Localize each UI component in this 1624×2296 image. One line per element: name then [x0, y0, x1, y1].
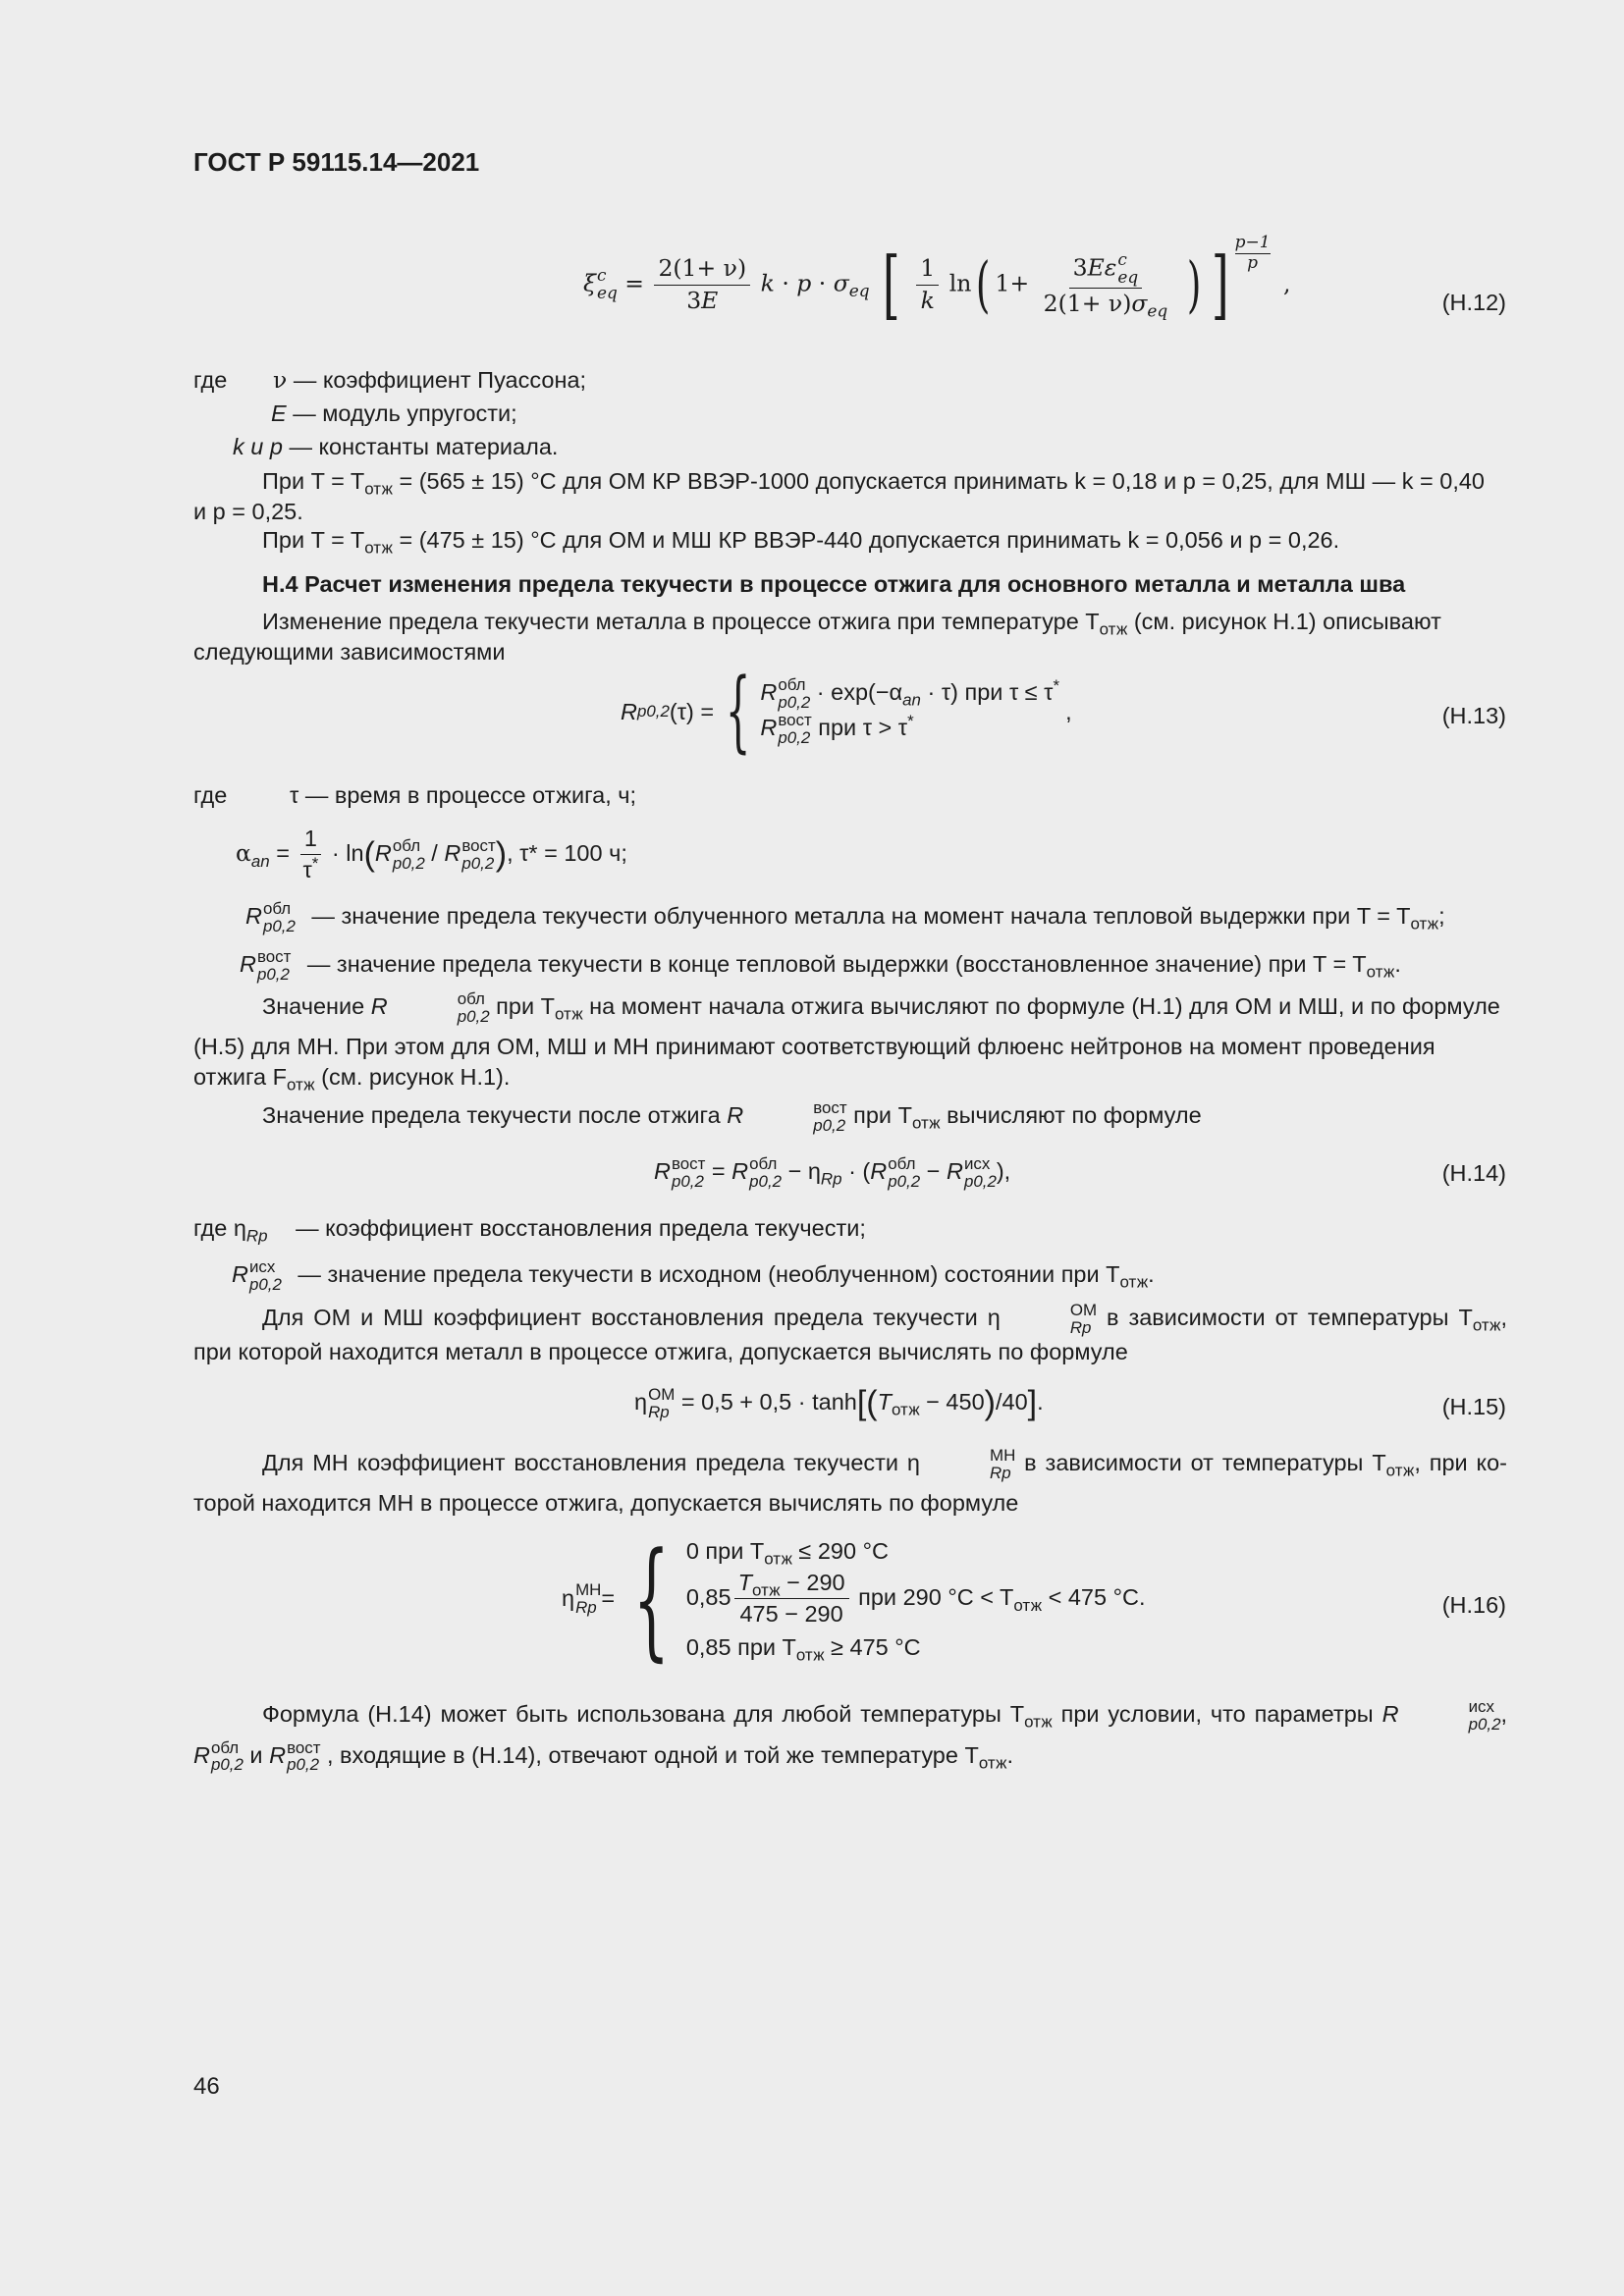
page-number: 46: [193, 2073, 220, 2100]
def-rvost: R вост p0,2 — значение предела текучести в конце тепловой выдержки (восстановленное значение) при $T = T_{отж}$.: [240, 947, 1401, 984]
para-om-msh: Для ОМ и МШ коэффициент восстановления предела текучести η ОМ Rp в зависимости от температуры $T_{отж}$, при которой находится металл в процессе отжига, допускается вычислять по формуле: [193, 1301, 1507, 1364]
formula-h12: ξ c eq = $\frac{2(1+ \nu)}{3E}$ $k \cdot p \cdot \sigma_{eq}$ [ $\frac{1}{k}$ ln( 1+ 3Eε c eq $2(1+ \nu)\sigma_{eq}$ ) ] $\frac{p-1}{p}$ ,: [583, 233, 1291, 328]
formula-h16-number: (Н.16): [1441, 1592, 1506, 1618]
para-vver1000: При $T = T_{отж} = (565 \pm 15)$ °C для ОМ КР ВВЭР-1000 допускается принимать k = 0,18 и p = 0,25, для МШ — k = 0,40 и p = 0,25.: [193, 468, 1485, 524]
formula-h15-number: (Н.15): [1441, 1394, 1506, 1419]
def-eta: где $\eta_{Rp}$ — коэффициент восстановления предела текучести;: [193, 1215, 866, 1246]
def-e: E — модуль упругости;: [271, 400, 517, 426]
formula-h13: R p0,2 (τ) = { R обл p0,2 · $\exp(-\alpha_{an} \cdot \tau)$ при τ ≤ τ* R вост p0,2 при τ > τ* ,: [621, 660, 1072, 763]
para-final: Формула (Н.14) может быть использована для любой температуры $T_{отж}$ при условии, что параметры R исх p0,2 , R обл p0,2 и R вост p0,2 , входящие в (Н.14), отвечают одной и той же температуре $T_{отж}$.: [193, 1697, 1507, 1775]
formula-h12-number: (Н.12): [1441, 290, 1506, 315]
section-heading-h4: Н.4 Расчет изменения предела текучести в процессе отжига для основного металла и металла шва: [262, 571, 1406, 597]
def-alpha: $\alpha_{an}$ = $\frac{1}{\tau^*}$ · ln(R обл p0,2 / R вост p0,2 ), τ* = 100 ч;: [236, 826, 627, 883]
def-kp: k и p — константы материала.: [233, 434, 559, 459]
para-vver440: При $T = T_{отж} = (475 \pm 15)$ °C для ОМ и МШ КР ВВЭР-440 допускается принимать k = 0,056 и p = 0,26.: [262, 527, 1340, 558]
para-after-annealing: Значение предела текучести после отжига R вост p0,2 при $T_{отж}$ вычисляют по формуле: [262, 1098, 1202, 1135]
def-risx: R исх p0,2 — значение предела текучести в исходном (необлученном) состоянии при $T_{отж}$.: [232, 1257, 1155, 1294]
document-header: ГОСТ Р 59115.14—2021: [193, 147, 480, 177]
def-robl: R обл p0,2 — значение предела текучести облученного металла на момент начала тепловой выдержки при $T = T_{отж}$;: [245, 899, 1445, 935]
para-change: Изменение предела текучести металла в процессе отжига при температуре $T_{отж}$ (см. рисунок Н.1) описывают следующими зависимостями: [193, 609, 1441, 665]
formula-h14-number: (Н.14): [1441, 1160, 1506, 1186]
formula-h14: R вост p0,2 = R обл p0,2 − $\eta_{Rp} \cdot (R$ обл p0,2 − R исх p0,2 ),: [654, 1154, 1011, 1191]
formula-h15: η ОМ Rp = $0,5 + 0,5 \cdot \tanh[(T_{отж} - 450)/40]$.: [634, 1384, 1044, 1422]
def-nu: ν — коэффициент Пуассона;: [273, 366, 587, 394]
formula-h13-number: (Н.13): [1441, 703, 1506, 728]
def-tau: τ — время в процессе отжига, ч;: [290, 782, 637, 808]
def-gde-1: где: [193, 367, 228, 393]
def-gde-2: где: [193, 782, 228, 808]
para-value-obl: Значение R обл p0,2 при $T_{отж}$ на момент начала отжига вычисляют по формуле (Н.1) для ОМ и МШ, и по формуле (Н.5) для МН. При этом для ОМ, МШ и МН принимают соответствующий флюенс нейтронов на момент проведения отжига $F_{отж}$ (см. рисунок Н.1).: [193, 989, 1500, 1095]
para-mn: Для МН коэффициент восстановления предела текучести η МН Rp в зависимости от температуры $T_{отж}$, при ко- торой находится МН в процессе отжига, допускается вычислять по формуле: [193, 1446, 1507, 1516]
formula-h16: η МН Rp = { 0 при $T_{отж} \le 290$ °C 0,85 $\frac{T_{отж} - 290}{475 - 290}$ при 290 $^\circ C < T_{отж} < 475$ °C. 0,85 при $T_{отж} \ge 475$ °C: [562, 1523, 1146, 1674]
